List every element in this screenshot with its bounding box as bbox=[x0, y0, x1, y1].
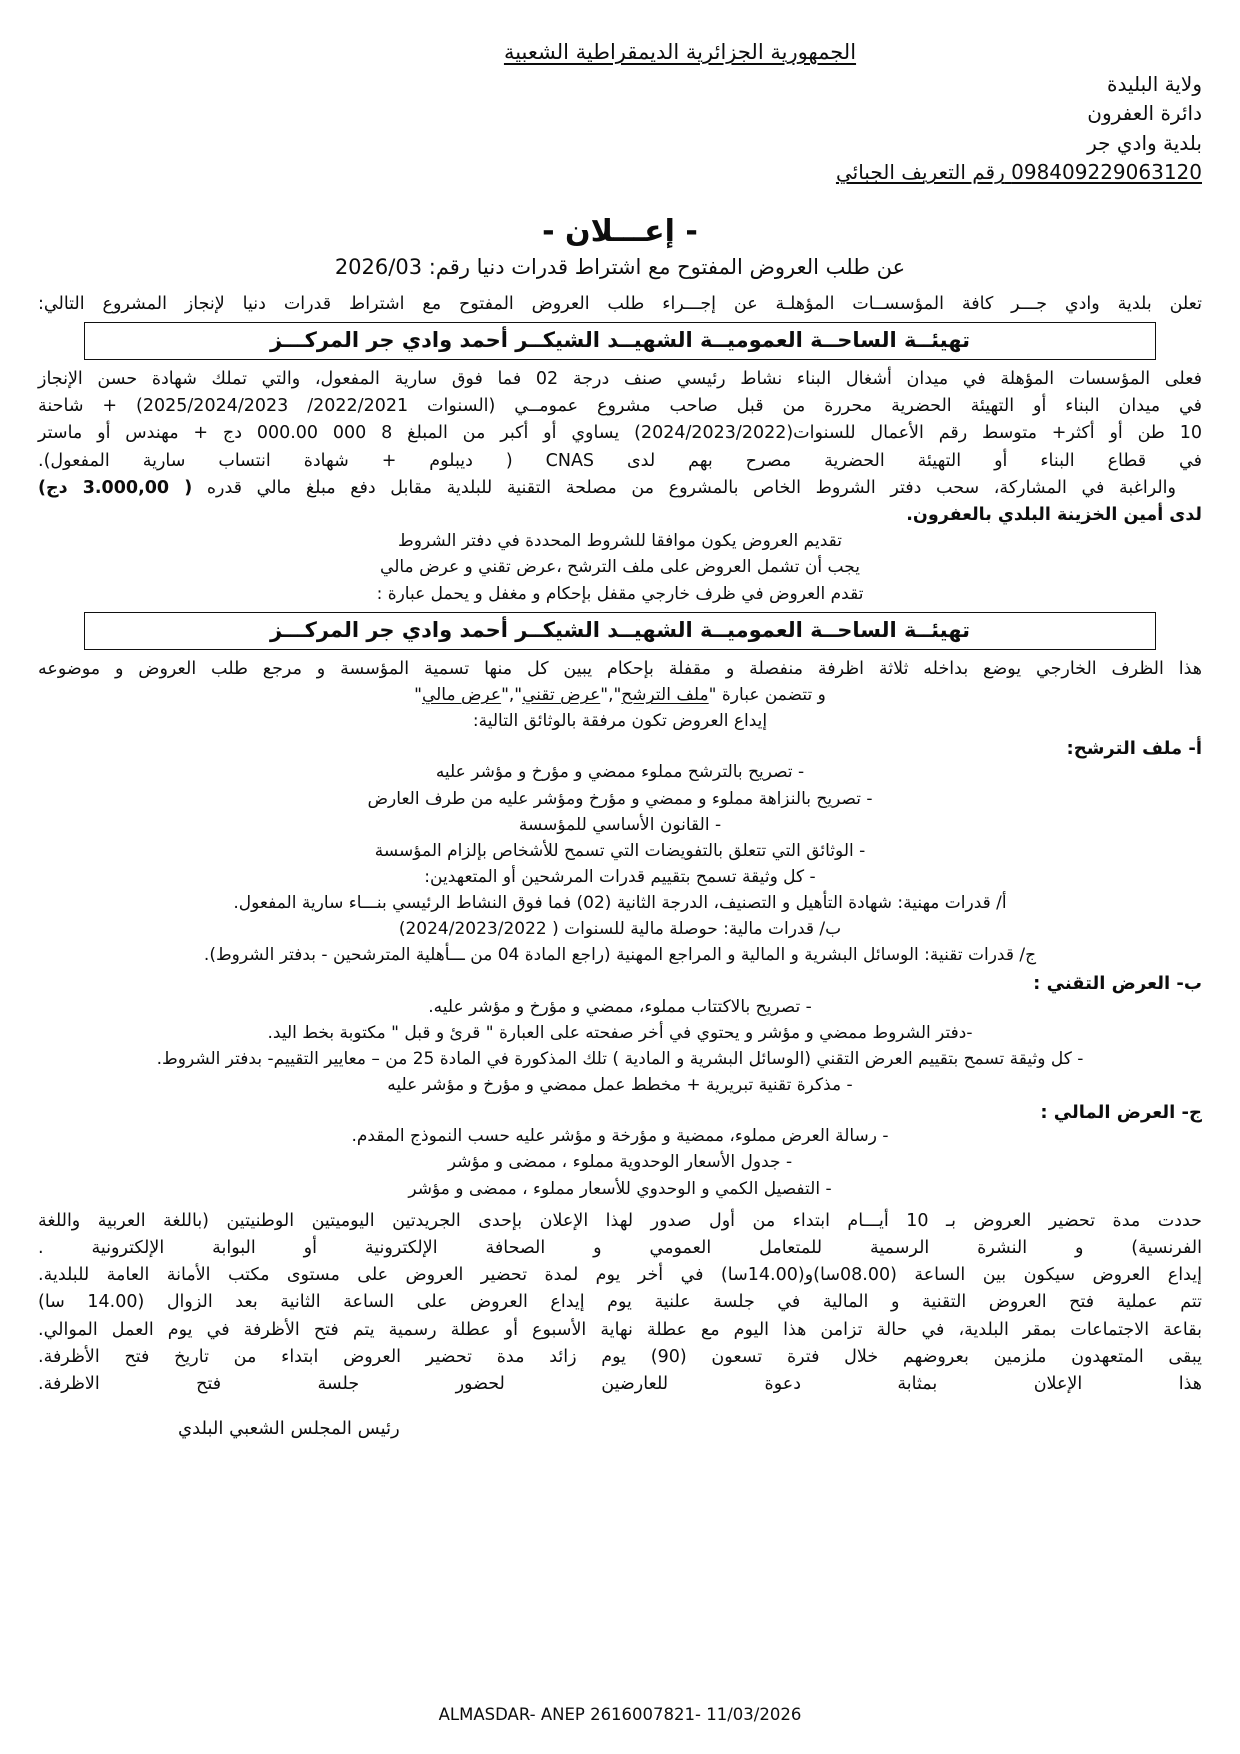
section-a-item: - تصريح بالترشح مملوء ممضي و مؤرخ و مؤشر عليه bbox=[435, 762, 805, 783]
announcement-subtitle: عن طلب العروض المفتوح مع اشتراط قدرات دنيا رقم: 2026/03 bbox=[334, 254, 906, 279]
fee-amount: ( 3.000,00 دج) bbox=[38, 477, 193, 498]
fee-line-1 bbox=[38, 475, 1202, 501]
announcement-title: - إعـــلان - bbox=[542, 213, 698, 249]
signature-line: رئيس المجلس الشعبي البلدي bbox=[178, 1418, 400, 1440]
section-b-technical-offer bbox=[38, 970, 1202, 1100]
section-b-item: - مذكرة تقنية تبريرية + مخطط عمل ممضي و مؤرخ و مؤشر عليه bbox=[387, 1075, 853, 1096]
section-a-subitem: أ/ قدرات مهنية: شهادة التأهيل و التصنيف، الدرجة الثانية (02) فما فوق النشاط الرئيسي بنـــاء سارية المفعول. bbox=[233, 893, 1007, 914]
administrative-block bbox=[38, 70, 1202, 188]
project-title-text-1: تهيئــة الساحــة العموميــة الشهيــد الشيكــر أحمد وادي جر المركـــز bbox=[270, 327, 970, 352]
section-a-item: - القانون الأساسي للمؤسسة bbox=[518, 814, 722, 835]
section-a-item: - الوثائق التي تتعلق بالتفويضات التي تسمح للأشخاص بإلزام المؤسسة bbox=[374, 840, 866, 861]
republic-title: الجمهورية الجزائرية الديمقراطية الشعبية bbox=[503, 40, 857, 64]
section-b-item: - تصريح بالاكتتاب مملوء، ممضي و مؤرخ و مؤشر عليه. bbox=[428, 996, 812, 1017]
section-b-item: - كل وثيقة تسمح بتقييم العرض التقني (الوسائل البشرية و المادية ) تلك المذكورة في المادة 25 من – معايير التقييم- بدفتر الشروط. bbox=[156, 1048, 1084, 1069]
envelope-tag-candidacy: ملف الترشح bbox=[621, 685, 709, 706]
daira-line: دائرة العفرون bbox=[1087, 101, 1202, 126]
envelope-line-3: إيداع العروض تكون مرفقة بالوثائق التالية: bbox=[472, 711, 768, 732]
tax-id-row bbox=[38, 158, 1202, 186]
envelope-tag-financial: عرض مالي bbox=[421, 685, 502, 706]
section-a-item: - تصريح بالنزاهة مملوء و ممضي و مؤرخ وم‍ؤشر عليه من طرف العارض bbox=[367, 788, 873, 809]
deadlines-block bbox=[38, 1208, 1202, 1399]
section-c-item: - التفصيل الكمي و الوحدوي للأسعار مملوء ، ممضى و مؤشر bbox=[408, 1178, 832, 1199]
offer-rule-line: يجب أن تشمل العروض على ملف الترشح ،عرض تقني و عرض مالي bbox=[380, 557, 860, 578]
condition-line: 10 طن أو أكثر+ متوسط رقم الأعمال للسنوات(2024/2023/2022) يساوي أو أكبر من المبلغ 8 000 000.00 دج + مهندس أو ماستر bbox=[38, 423, 1202, 444]
section-c-financial-offer bbox=[38, 1099, 1202, 1202]
deadline-line: بقاعة الاجتماعات بمقر البلدية، في حالة تزامن هذا اليوم مع عطلة نهاية الأسبوع أو عطلة رسمية يتم فتح الأظرفة في يوم العمل الموالي. bbox=[38, 1319, 1202, 1340]
offer-rule-line: تقدم العروض في ظرف خارجي مقفل بإحكام و مغفل و يحمل عبارة : bbox=[376, 583, 864, 604]
section-a-item: - كل وثيقة تسمح بتقييم قدرات المرشحين أو المتعهدين: bbox=[424, 866, 816, 887]
section-b-heading: ب- العرض التقني : bbox=[1033, 972, 1202, 994]
section-a-candidacy-file bbox=[38, 735, 1202, 969]
condition-line: فعلى المؤسسات المؤهلة في ميدان أشغال البناء نشاط رئيسي صنف درجة 02 فما فوق سارية المفعول، والتي تملك شهادة حسن الإنجاز bbox=[38, 368, 1202, 389]
qualification-conditions bbox=[38, 366, 1202, 475]
republic-heading bbox=[38, 40, 1202, 64]
deadline-line: تتم عملية فتح العروض التقنية و المالية في جلسة علنية يوم إيداع العروض على الساعة الثانية بعد الزوال (14.00 سا) bbox=[38, 1292, 1202, 1313]
fee-paragraph bbox=[38, 475, 1202, 530]
tax-id-line bbox=[836, 158, 1202, 186]
section-a-heading: أ- ملف الترشح: bbox=[1066, 738, 1202, 760]
wilaya-line: ولاية البليدة bbox=[1106, 72, 1202, 96]
section-b-item: -دفتر الشروط ممضي و مؤشر و يحتوي في أخر صفحته على العبارة " قرئ و قبل " مكتوبة بخط اليد. bbox=[267, 1022, 973, 1043]
deadline-line: يبقى المتعهدون ملزمين بعروضهم خلال فترة تسعون (90) يوم زائد مدة تحضير العروض ابتداء من تاريخ فتح الأظرفة. bbox=[38, 1346, 1203, 1367]
section-a-subitem: ج/ قدرات تقنية: الوسائل البشرية و المالية و المراجع المهنية (راجع المادة 04 من ـــأهلية المترشحين - بدفتر الشروط). bbox=[203, 945, 1037, 966]
deadline-line: هذا الإعلان بمثابة دعوة للعارضين لحضور جلسة فتح الاظرفة. bbox=[38, 1374, 1202, 1395]
deadline-line: الفرنسية) و النشرة الرسمية للمتعامل العمومي و الصحافة الإلكترونية أو البوابة الإلكترونية . bbox=[38, 1237, 1202, 1258]
fee-text: والراغبة في المشاركة، سحب دفتر الشروط الخاص بالمشروع من مصلحة التقنية للبلدية مقابل دفع مبلغ مالي قدره bbox=[206, 477, 1176, 498]
condition-line: في قطاع البناء أو التهيئة الحضرية مصرح بهم لدى CNAS ( ديبلوم + شهادة انتساب سارية المفعول). bbox=[38, 450, 1202, 471]
envelope-instructions bbox=[38, 656, 1202, 736]
offer-rules bbox=[38, 529, 1202, 607]
deadline-line: إيداع العروض سيكون بين الساعة (08.00سا)و(14.00سا) في أخر يوم لمدة تحضير العروض على مستوى مكتب الأمانة العامة للبلدية. bbox=[38, 1265, 1203, 1286]
project-title-box-1 bbox=[84, 322, 1156, 360]
envelope-tag-technical: عرض تقني bbox=[522, 685, 601, 706]
section-c-heading: ج- العرض المالي : bbox=[1040, 1102, 1202, 1124]
envelope-line-1: هذا الظرف الخارجي يوضع بداخله ثلاثة اظرفة منفصلة و مقفلة بإحكام يبين كل منها تسمية المؤسسة و مرجع طلب العروض و موضوعه bbox=[38, 658, 1202, 679]
project-title-box-2 bbox=[84, 612, 1156, 650]
tax-id-number: 098409229063120 bbox=[1011, 160, 1202, 185]
intro-paragraph: تعلن بلدية وادي جـــر كافة المؤسســات المؤهلـة عن إجـــراء طلب العروض المفتوح مع اشتراط قدرات دنيا لإنجاز المشروع التالي: bbox=[38, 293, 1202, 314]
fee-line-2: لدى أمين الخزينة البلدي بالعفرون. bbox=[906, 505, 1202, 526]
envelope-line-2: و تتضمن عبارة "ملف الترشح","عرض تقني","عرض مالي" bbox=[414, 685, 826, 706]
offer-rule-line: تقديم العروض يكون موافقا للشروط المحددة في دفتر الشروط bbox=[398, 531, 842, 552]
envelope-prefix: و تتضمن عبارة " bbox=[708, 685, 826, 706]
baladia-line: بلدية وادي جر bbox=[1087, 130, 1202, 155]
section-c-item: - جدول الأسعار الوحدوية مملوء ، ممضى و مؤشر bbox=[447, 1152, 793, 1173]
condition-line: في ميدان البناء أو التهيئة الحضرية محررة من قبل صاحب مشروع عمومــي (السنوات 2022/2021/ 2025/2024/2023) + شاحنة bbox=[38, 396, 1203, 417]
section-c-item: - رسالة العرض مملوء، ممضية و مؤرخة و مؤشر عليه حسب النموذج المقدم. bbox=[351, 1126, 889, 1147]
project-title-text-2: تهيئــة الساحــة العموميــة الشهيــد الشيكــر أحمد وادي جر المركـــز bbox=[270, 617, 970, 642]
tax-id-label: رقم التعريف الجبائي bbox=[835, 160, 1005, 185]
section-a-subitem: ب/ قدرات مالية: حوصلة مالية للسنوات ( 2024/2023/2022) bbox=[398, 919, 842, 940]
document-footer: ALMASDAR- ANEP 2616007821- 11/03/2026 bbox=[438, 1705, 802, 1724]
deadline-line: حددت مدة تحضير العروض بـ 10 أيـــام ابتداء من أول صدور لهذا الإعلان بإحدى الجريدتين اليوميتين الوطنيتين (باللغة العربية واللغة bbox=[38, 1210, 1203, 1231]
